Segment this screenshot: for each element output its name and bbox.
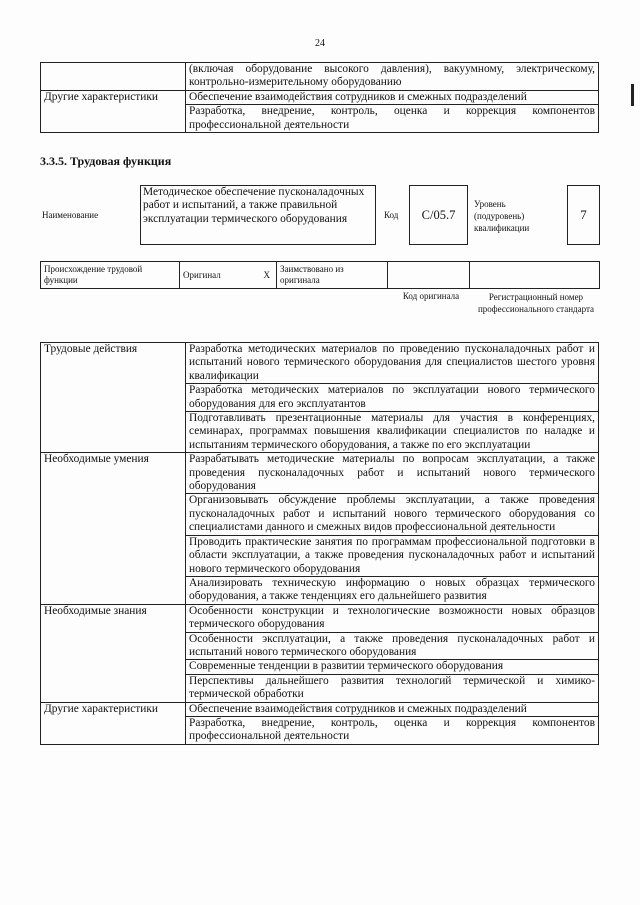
code-original-label: Код оригинала (402, 291, 460, 301)
table-row (41, 63, 599, 91)
group-item: Организовывать обсуждение проблемы эксплуатации, а также проведения пусконаладочных работ и испытаний нового термического оборудования со специалистами данного и смежных видов профессиональной деятельности (186, 494, 599, 535)
group-item: Разработка методических материалов по проведению пусконаладочных работ и испытаний нового термического оборудования для специалистов шестого уровня квалификации (186, 343, 599, 384)
reg-number-cell (470, 262, 600, 289)
borrowed-label: Заимствовано из оригинала (277, 262, 388, 289)
row-label (41, 63, 186, 91)
group-item: Подготавливать презентационные материалы для участия в конференциях, семинарах, программах повышения квалификации специалистов по наладке и испытаниям термического оборудования, а также по его эксплуатации (186, 412, 599, 453)
table-row (41, 604, 599, 632)
group-label: Другие характеристики (41, 702, 186, 744)
function-name-box (140, 185, 376, 245)
origin-label: Происхождение трудовой функции (41, 262, 180, 289)
section-heading: 3.3.5. Трудовая функция (40, 154, 172, 168)
row-text: Разработка, внедрение, контроль, оценка и коррекция компонентов профессиональной деятельности (186, 105, 599, 133)
group-item: Разрабатывать методические материалы по вопросам эксплуатации, а также проведения пусконаладочных работ и испытаний нового термического оборудования (186, 453, 599, 494)
table-row (41, 90, 599, 104)
table-row (41, 343, 599, 384)
group-item: Обеспечение взаимодействия сотрудников и смежных подразделений (186, 702, 599, 716)
group-label: Необходимые умения (41, 453, 186, 604)
group-item: Анализировать техническую информацию о новых образцах термического оборудования, а также тенденциях его дальнейшего развития (186, 576, 599, 604)
table-row (41, 453, 599, 494)
level-label-text: Уровень (подуровень) квалификации (474, 199, 530, 233)
code-label: Код (384, 210, 399, 220)
margin-mark (631, 84, 634, 106)
table-row (41, 262, 600, 289)
row-text: Обеспечение взаимодействия сотрудников и смежных подразделений (186, 90, 599, 104)
origin-table (40, 261, 600, 289)
original-label: Оригинал (180, 262, 258, 289)
name-label: Наименование (42, 210, 99, 220)
labor-function-table (40, 342, 599, 745)
table-row (41, 702, 599, 716)
code-value: C/05.7 (421, 207, 456, 222)
level-label (474, 198, 556, 234)
group-label: Необходимые знания (41, 604, 186, 702)
code-box (409, 185, 468, 245)
group-item: Особенности конструкции и технологические возможности новых образцов термического оборудования (186, 604, 599, 632)
reg-number-label: Регистрационный номер профессионального стандарта (477, 292, 595, 314)
row-text: (включая оборудование высокого давления), вакуумному, электрическому, контрольно-измерительному оборудованию (186, 63, 599, 91)
group-item: Современные тенденции в развитии термического оборудования (186, 660, 599, 674)
group-item: Проводить практические занятия по программам профессиональной подготовки в области эксплуатации, а также проведения пусконаладочных работ и испытаний нового термического оборудования (186, 535, 599, 576)
continuation-table (40, 62, 599, 133)
original-mark: X (258, 262, 277, 289)
group-item: Разработка методических материалов по эксплуатации нового термического оборудования для его эксплуатантов (186, 384, 599, 412)
function-name-value: Методическое обеспечение пусконаладочных работ и испытаний, а также правильной эксплуатации термического оборудования (143, 186, 365, 225)
group-item: Особенности эксплуатации, а также проведения пусконаладочных работ и испытаний нового термического оборудования (186, 632, 599, 660)
group-item: Перспективы дальнейшего развития технологий термической и химико-термической обработки (186, 674, 599, 702)
page-number: 24 (315, 38, 325, 49)
level-value: 7 (580, 207, 587, 222)
group-item: Разработка, внедрение, контроль, оценка и коррекция компонентов профессиональной деятельности (186, 716, 599, 744)
row-label: Другие характеристики (41, 90, 186, 132)
group-label: Трудовые действия (41, 343, 186, 453)
level-box (567, 185, 600, 245)
original-code-cell (388, 262, 470, 289)
